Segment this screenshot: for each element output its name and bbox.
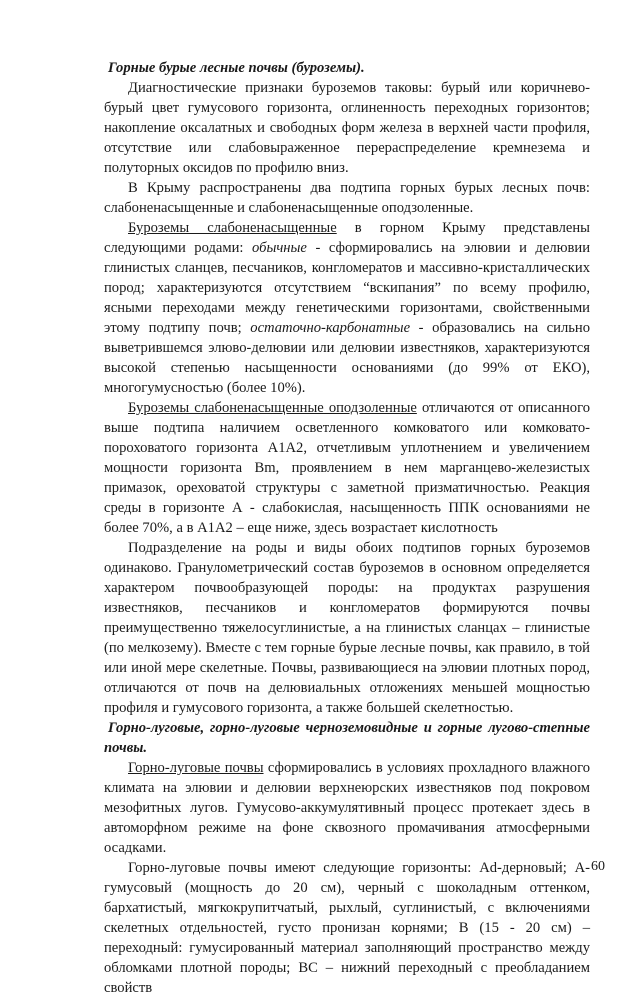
- document-page: [104, 58, 590, 998]
- paragraph-text: Подразделение на роды и виды обоих подтипов горных буроземов одинаково. Гранулометрический состав буроземов в основном определяется характером почвообразующей породы: на продуктах разрушения известняков, песчаников и конгломератов формируются почвы преимущественно тяжелосуглинистые, а на глинистых сланцах – глинистые (по мелкозему). Вместе с тем горные бурые лесные почвы, как правило, в той или иной мере скелетные. Почвы, развивающиеся на элювии плотных пород, отличаются от почв на делювиальных отложениях меньшей мощностью профиля и гумусового горизонта, а также большей скелетностью.: [104, 540, 590, 716]
- paragraph-text: в горном Крыму представлены следующими родами:: [104, 220, 590, 256]
- underlined-term: Горно-луговые почвы: [128, 760, 264, 776]
- section-heading-burozems: [104, 58, 590, 78]
- section-heading-meadow: [104, 718, 590, 758]
- paragraph-text: - сформировались на элювии и делювии глинистых сланцев, песчаников, конгломератов и массивно-кристаллических пород; характеризуются отсутствием “вскипания” по всему профилю, ясными переходами между генетическими горизонтами, свойственными этому подтипу почв;: [104, 240, 591, 336]
- paragraph-classification: [104, 538, 590, 718]
- paragraph-text: - образовались на сильно выветрившемся элюво-делювии или делювии известняков, характеризуются высокой степенью насыщенности основаниями (до 99% от ЕКО), многогумусностью (более 10%).: [104, 320, 590, 396]
- heading-text: Горные бурые лесные почвы (буроземы).: [108, 60, 365, 76]
- paragraph-weakly-unsaturated: [104, 218, 590, 398]
- paragraph-text: Горно-луговые почвы имеют следующие горизонты: Ad-дерновый; А-гумусовый (мощность до 20 см), черный с шоколадным оттенком, бархатистый, мягкокрупитчатый, рыхлый, суглинистый, с включениями скелетных отдельностей, густо пронизан корнями; В (15 - 20 см) – переходный: гумусированный материал заполняющий пространство между обломками плотной породы; ВС – нижний переходный с преобладанием свойств: [104, 860, 590, 996]
- italic-term: обычные: [252, 240, 307, 256]
- paragraph-text: Диагностические признаки буроземов таковы: бурый или коричнево-бурый цвет гумусового горизонта, оглиненность переходных горизонтов; накопление оксалатных и свободных форм железа в верхней части профиля, отсутствие или слабовыраженное перераспределение кремнезема и полуторных оксидов по профилю вниз.: [104, 80, 590, 176]
- underlined-term: Буроземы слабоненасыщенные оподзоленные: [128, 400, 417, 416]
- italic-term: остаточно-карбонатные: [250, 320, 411, 336]
- paragraph-diagnostics: [104, 78, 590, 178]
- heading-text: Горно-луговые, горно-луговые черноземовидные и горные лугово-степные почвы.: [104, 720, 590, 756]
- underlined-term: Буроземы слабоненасыщенные: [128, 220, 337, 236]
- paragraph-subtypes: [104, 178, 590, 218]
- page-number: 60: [591, 859, 605, 874]
- paragraph-horizons: [104, 858, 590, 998]
- paragraph-text: сформировались в условиях прохладного влажного климата на элювии и делювии верхнеюрских известняков под покровом мезофитных лугов. Гумусово-аккумулятивный процесс протекает здесь в автоморфном режиме на фоне сквозного промачивания атмосферными осадками.: [104, 760, 590, 856]
- paragraph-meadow-soils: [104, 758, 590, 858]
- paragraph-text: отличаются от описанного выше подтипа наличием осветленного комковатого или комковато-пороховатого горизонта A1A2, отчетливым уплотнением и увеличением мощности горизонта Bm, проявлением в нем марганцево-железистых примазок, ореховатой структуры с заметной призматичностью. Реакция среды в горизонте А - слабокислая, насыщенность ППК основаниями не более 70%, а в A1A2 – еще ниже, здесь возрастает кислотность: [104, 400, 591, 536]
- paragraph-podzolized: [104, 398, 590, 538]
- paragraph-text: В Крыму распространены два подтипа горных бурых лесных почв: слабоненасыщенные и слабоненасыщенные оподзоленные.: [104, 180, 590, 216]
